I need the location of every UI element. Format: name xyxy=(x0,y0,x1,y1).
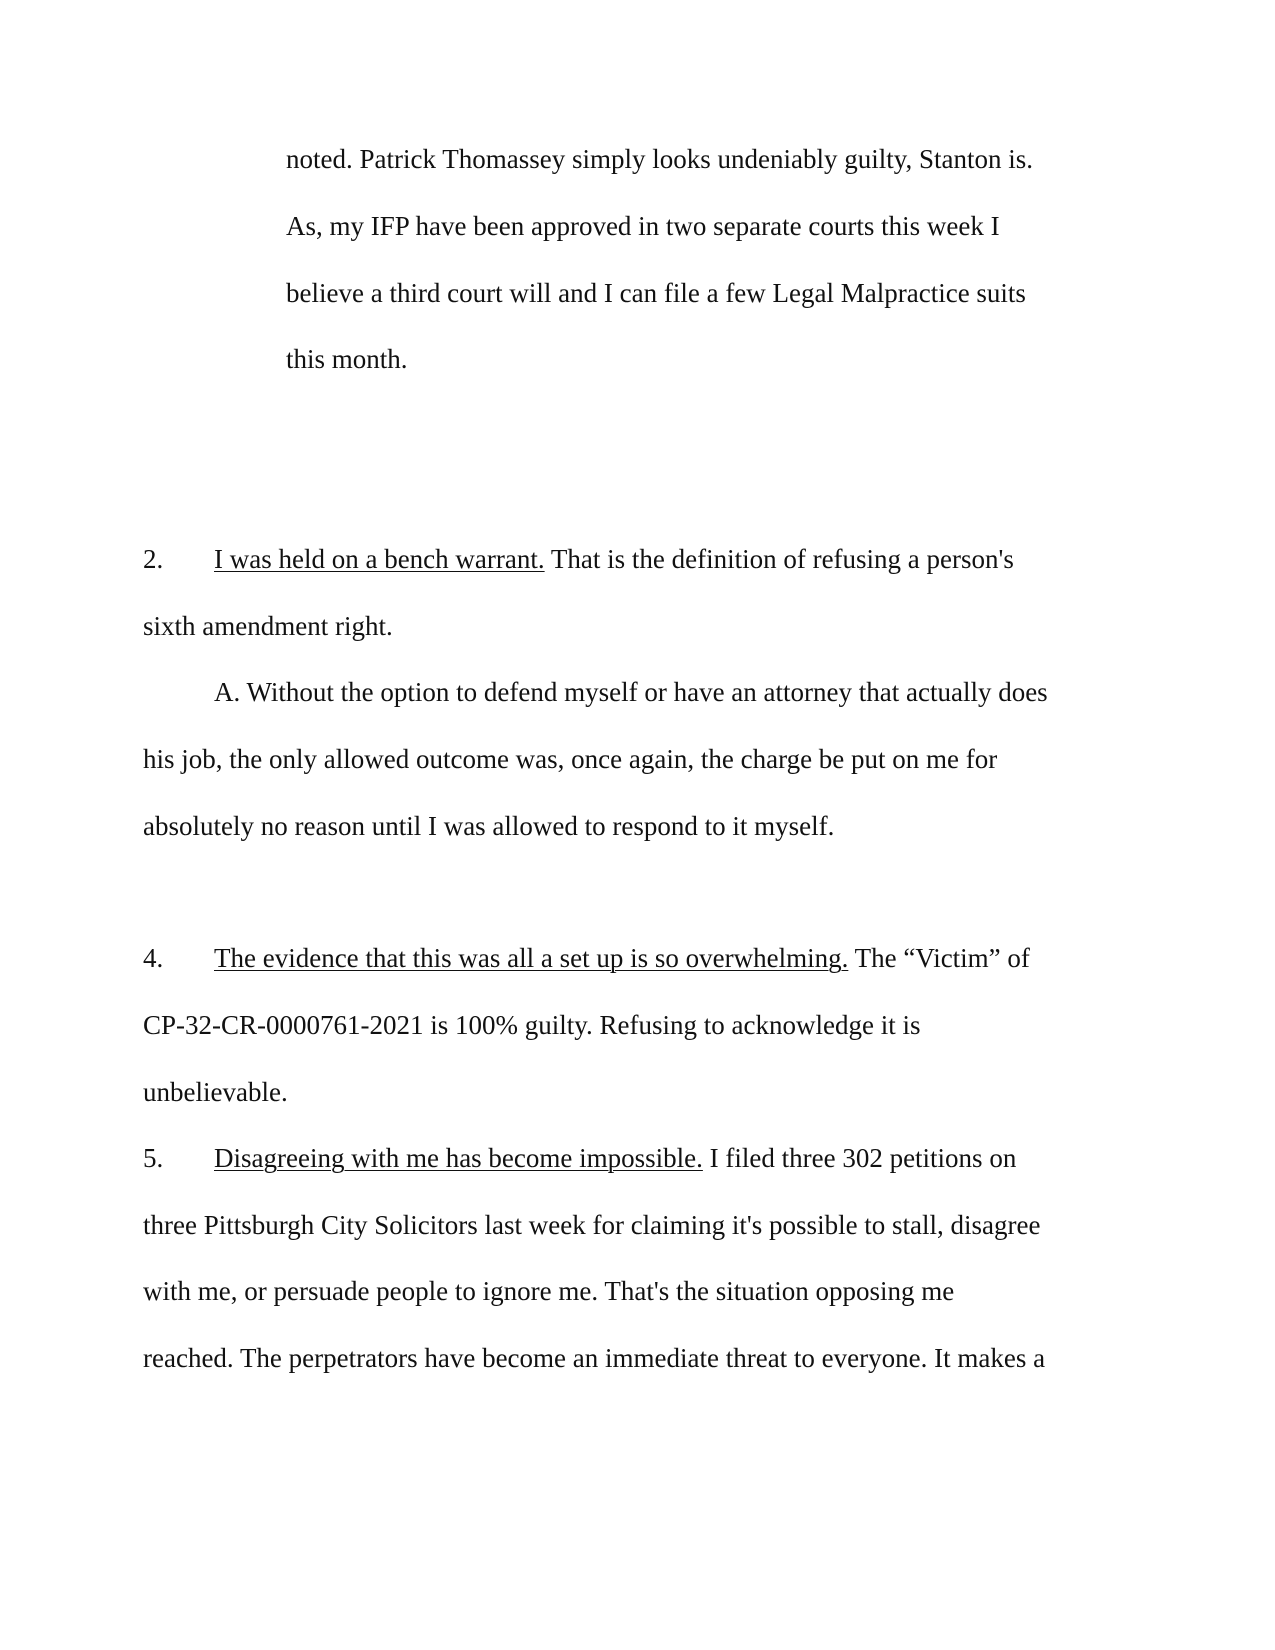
item-2-line-2: sixth amendment right. xyxy=(143,611,393,641)
item-2-number: 2. xyxy=(143,544,164,574)
item-4-line-3: unbelievable. xyxy=(143,1077,288,1107)
item-2-heading: I was held on a bench warrant. xyxy=(214,544,545,574)
item-2a-line-1: A. Without the option to defend myself or have an attorney that actually does xyxy=(214,677,1048,707)
item-5-line-1 xyxy=(214,1142,1016,1174)
item-4-rest: The “Victim” of xyxy=(848,943,1030,973)
item-4-line-1 xyxy=(214,942,1030,974)
item-4-heading: The evidence that this was all a set up is so overwhelming. xyxy=(214,943,849,973)
item-2-rest: That is the definition of refusing a person's xyxy=(544,544,1014,574)
item-5-heading: Disagreeing with me has become impossible. xyxy=(214,1143,703,1173)
item-5-number: 5. xyxy=(143,1143,164,1173)
intro-line-2: As, my IFP have been approved in two separate courts this week I xyxy=(286,211,1000,241)
item-2a-line-2: his job, the only allowed outcome was, once again, the charge be put on me for xyxy=(143,744,998,774)
item-5-line-2: three Pittsburgh City Solicitors last week for claiming it's possible to stall, disagree xyxy=(143,1210,1041,1240)
intro-line-1: noted. Patrick Thomassey simply looks undeniably guilty, Stanton is. xyxy=(286,144,1033,174)
item-4-number: 4. xyxy=(143,943,164,973)
item-5-line-3: with me, or persuade people to ignore me. That's the situation opposing me xyxy=(143,1276,955,1306)
item-5-rest: I filed three 302 petitions on xyxy=(702,1143,1017,1173)
item-2a-line-3: absolutely no reason until I was allowed to respond to it myself. xyxy=(143,811,835,841)
item-2-line-1 xyxy=(214,543,1014,575)
item-4-line-2: CP-32-CR-0000761-2021 is 100% guilty. Refusing to acknowledge it is xyxy=(143,1010,921,1040)
intro-line-3: believe a third court will and I can file a few Legal Malpractice suits xyxy=(286,278,1026,308)
intro-line-4: this month. xyxy=(286,344,408,374)
item-5-line-4: reached. The perpetrators have become an immediate threat to everyone. It makes a xyxy=(143,1343,1046,1373)
